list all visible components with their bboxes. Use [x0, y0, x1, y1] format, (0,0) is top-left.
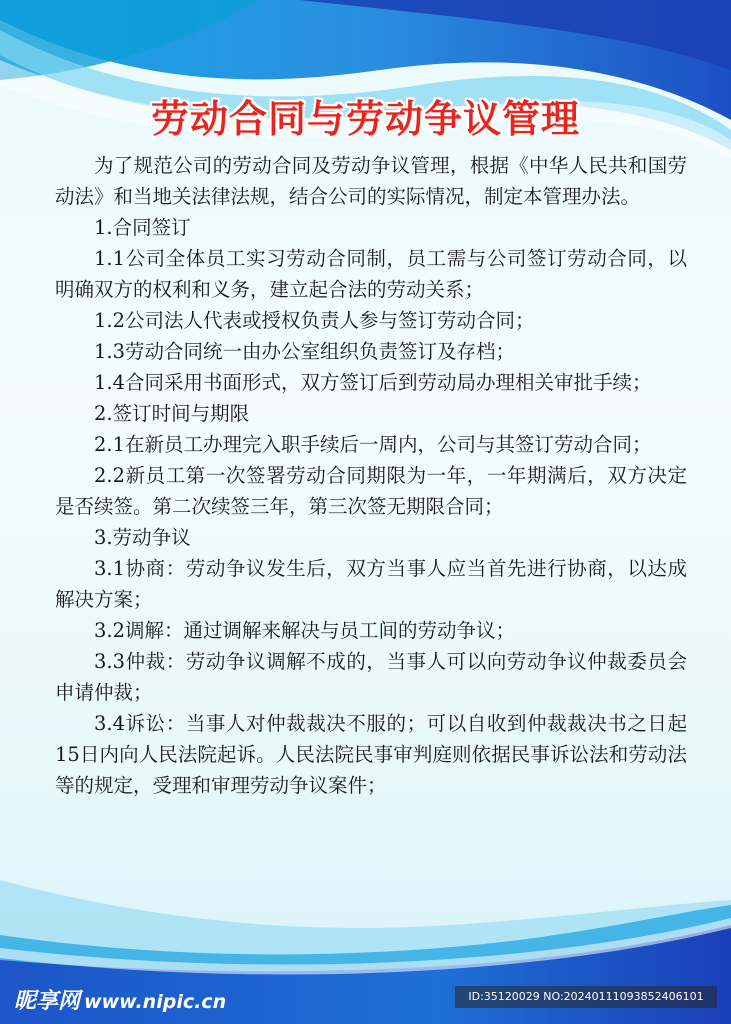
paragraph-2-2: 2.2新员工第一次签署劳动合同期限为一年，一年期满后，双方决定是否续签。第二次续签三年，第三次签无期限合同；: [55, 464, 687, 518]
watermark-logo: 昵享网: [14, 989, 81, 1014]
paragraph-3-4: 3.4诉讼：当事人对仲裁裁决不服的；可以自收到仲裁裁决书之日起15日内向人民法院起诉。人民法院民事审判庭则依据民事诉讼法和劳动法等的规定，受理和审理劳动争议案件；: [55, 712, 687, 797]
paragraph-3-1: 3.1协商：劳动争议发生后，双方当事人应当首先进行协商，以达成解决方案；: [55, 557, 687, 611]
image-id-bar: ID:35120029 NO:20240111093852406101: [455, 986, 717, 1008]
site-watermark: [14, 984, 226, 1015]
page-title: 劳动合同与劳动争议管理: [150, 97, 580, 141]
paragraph-1-1: 1.1公司全体员工实习劳动合同制，员工需与公司签订劳动合同，以明确双方的权利和义务，建立起合法的劳动关系；: [55, 247, 687, 301]
paragraph-1-3: 1.3劳动合同统一由办公室组织负责签订及存档；: [94, 340, 516, 363]
paragraph-2-1: 2.1在新员工办理完入职手续后一周内，公司与其签订劳动合同；: [94, 433, 652, 456]
section-heading-2: 2.签订时间与期限: [94, 402, 250, 425]
section-heading-1: 1.合同签订: [94, 216, 191, 239]
paragraph-1-4: 1.4合同采用书面形式，双方签订后到劳动局办理相关审批手续；: [94, 371, 652, 394]
paragraph-3-3: 3.3仲裁：劳动争议调解不成的，当事人可以向劳动争议仲裁委员会申请仲裁；: [55, 650, 687, 704]
watermark-url: www.nipic.cn: [84, 991, 227, 1013]
section-heading-3: 3.劳动争议: [94, 526, 191, 549]
paragraph-1-2: 1.2公司法人代表或授权负责人参与签订劳动合同；: [94, 309, 535, 332]
document-body: [55, 150, 687, 801]
paragraph-3-2: 3.2调解：通过调解来解决与员工间的劳动争议；: [94, 619, 516, 642]
paragraph-intro: 为了规范公司的劳动合同及劳动争议管理，根据《中华人民共和国劳动法》和当地关法律法规，结合公司的实际情况，制定本管理办法。: [55, 154, 687, 208]
